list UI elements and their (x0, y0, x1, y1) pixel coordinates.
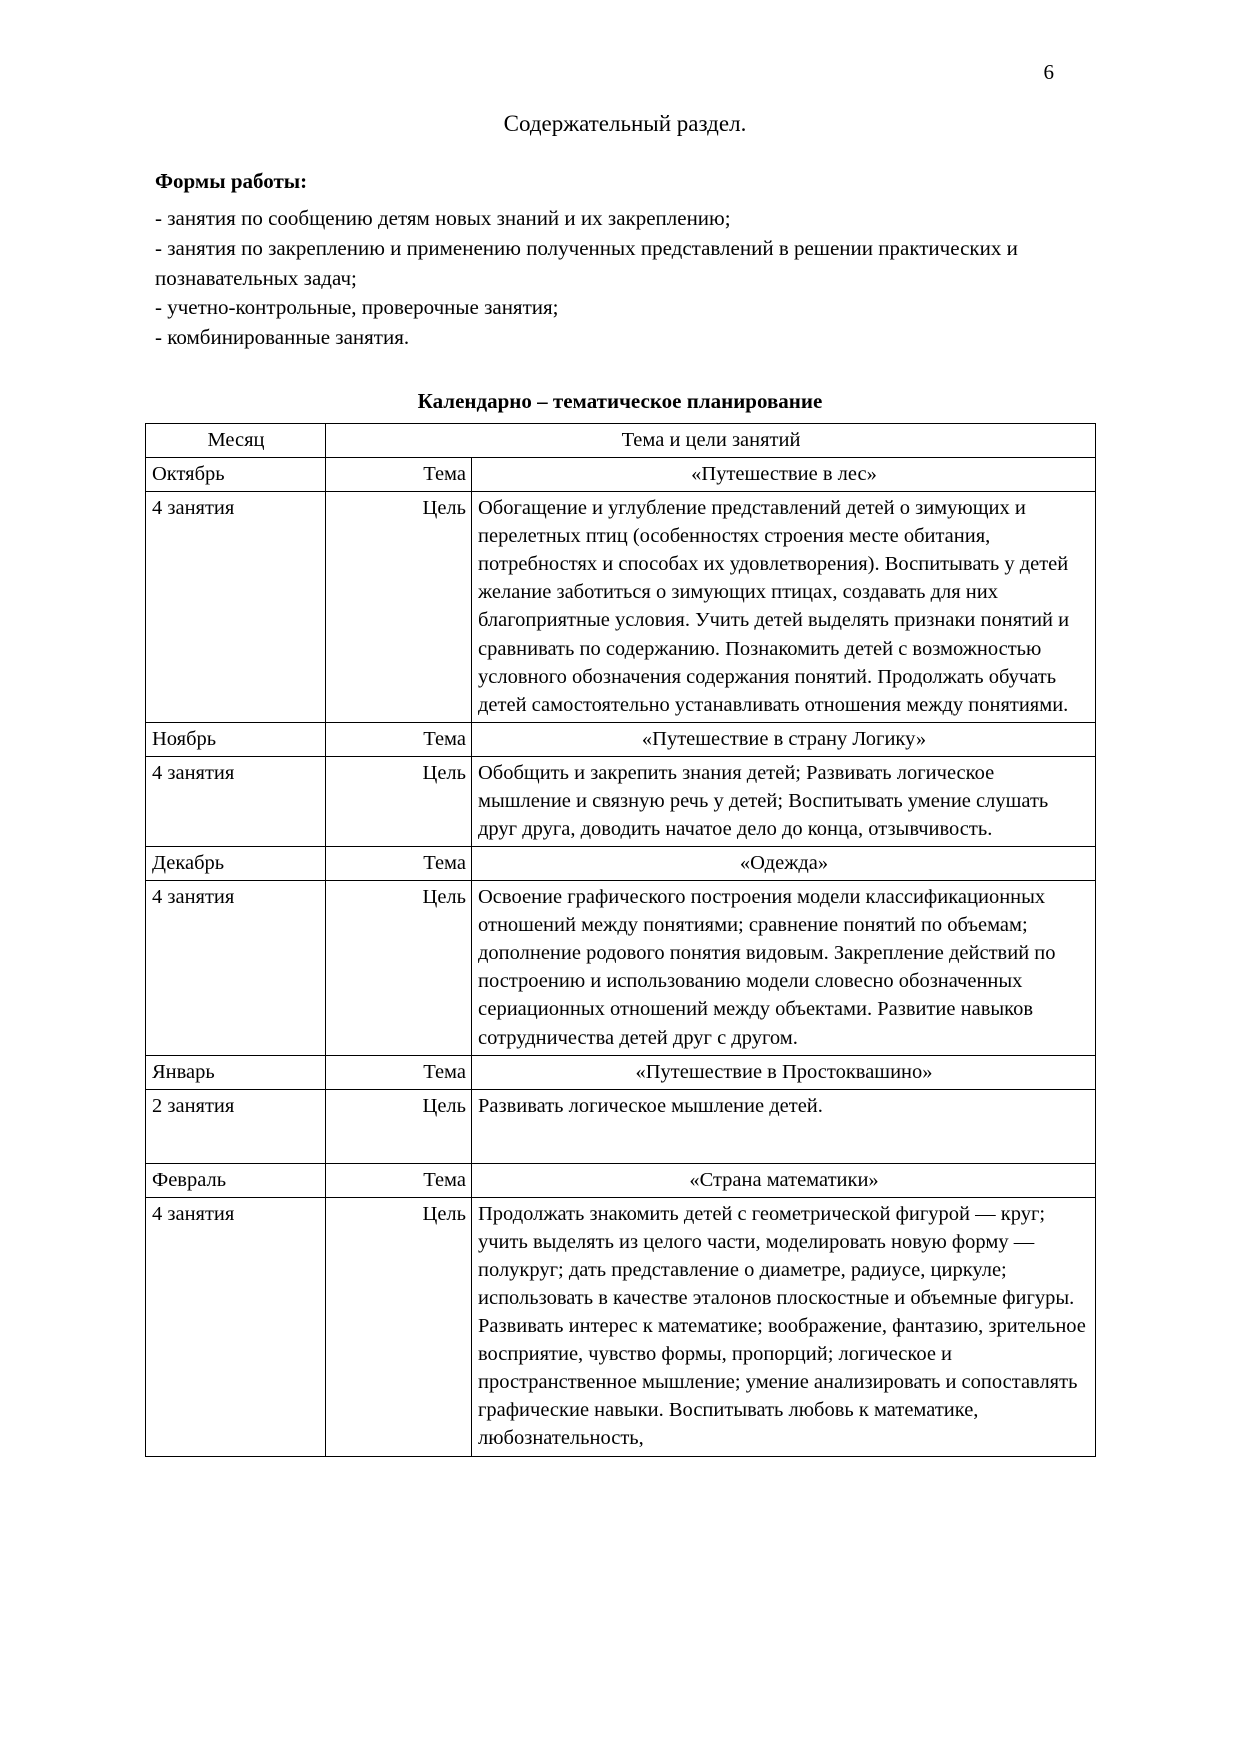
theme-value: «Путешествие в страну Логику» (472, 722, 1096, 756)
column-header-theme-and-goals: Тема и цели занятий (326, 424, 1096, 458)
goal-value: Освоение графического построения модели классификационных отношений между понятиями; сравнение понятий по объемам; дополнение родового понятия видовым. Закрепление действий по построению и использованию модели словесно обозначенных сериационных отношений между объектами. Развитие навыков сотрудничества детей друг с другом. (472, 881, 1096, 1055)
row-kind-goal: Цель (326, 1089, 472, 1163)
month-session-count: 4 занятия (152, 886, 235, 909)
table-row (146, 881, 1096, 1055)
month-cell (146, 722, 326, 756)
list-item: - занятия по сообщению детям новых знаний и их закреплению; (155, 206, 731, 231)
month-name: Октябрь (152, 463, 225, 486)
row-kind-goal: Цель (326, 492, 472, 723)
theme-value: «Одежда» (472, 847, 1096, 881)
month-name: Февраль (152, 1168, 227, 1191)
month-cell (146, 1055, 326, 1089)
month-count-cell (146, 1197, 326, 1456)
table-row (146, 847, 1096, 881)
goal-value: Развивать логическое мышление детей. (472, 1089, 1096, 1163)
forms-of-work-label: Формы работы: (155, 169, 308, 194)
month-cell (146, 458, 326, 492)
table-row (146, 1163, 1096, 1197)
row-kind-theme: Тема (326, 722, 472, 756)
month-session-count: 4 занятия (152, 761, 235, 784)
theme-value: «Путешествие в лес» (472, 458, 1096, 492)
document-content (155, 108, 1085, 414)
column-header-month: Месяц (146, 424, 326, 458)
month-name: Январь (152, 1060, 215, 1083)
row-kind-goal: Цель (326, 1197, 472, 1456)
month-count-cell (146, 881, 326, 1055)
row-kind-goal: Цель (326, 756, 472, 846)
row-kind-goal: Цель (326, 881, 472, 1055)
table-row (146, 1197, 1096, 1456)
table-header-row (146, 424, 1096, 458)
month-name: Ноябрь (152, 727, 217, 750)
table-row (146, 756, 1096, 846)
theme-value: «Страна математики» (472, 1163, 1096, 1197)
table-row (146, 1089, 1096, 1163)
month-count-cell (146, 1089, 326, 1163)
row-kind-theme: Тема (326, 1055, 472, 1089)
table-row (146, 492, 1096, 723)
month-cell (146, 847, 326, 881)
list-item: - комбинированные занятия. (155, 325, 410, 350)
table-row (146, 722, 1096, 756)
row-kind-theme: Тема (326, 1163, 472, 1197)
list-item: - учетно-контрольные, проверочные занятия; (155, 295, 559, 320)
calendar-thematic-plan-table (145, 423, 1096, 1457)
page-title: Содержательный раздел. (503, 111, 747, 136)
month-session-count: 4 занятия (152, 497, 235, 520)
row-kind-theme: Тема (326, 458, 472, 492)
goal-value: Обобщить и закрепить знания детей; Развивать логическое мышление и связную речь у детей; Воспитывать умение слушать друг друга, доводить начатое дело до конца, отзывчивость. (472, 756, 1096, 846)
month-count-cell (146, 756, 326, 846)
month-cell (146, 1163, 326, 1197)
table-row (146, 1055, 1096, 1089)
theme-value: «Путешествие в Простоквашино» (472, 1055, 1096, 1089)
table-row (146, 458, 1096, 492)
month-count-cell (146, 492, 326, 723)
month-session-count: 2 занятия (152, 1094, 235, 1117)
month-session-count: 4 занятия (152, 1202, 235, 1225)
plan-heading: Календарно – тематическое планирование (417, 389, 823, 414)
page-number: 6 (1043, 60, 1054, 84)
list-item: - занятия по закреплению и применению полученных представлений в решении практических и познавательных задач; (155, 235, 1018, 290)
forms-of-work-list (155, 204, 1085, 353)
goal-value: Обогащение и углубление представлений детей о зимующих и перелетных птиц (особенностях строения месте обитания, потребностях и способах их удовлетворения). Воспитывать у детей желание заботиться о зимующих птицах, создавать для них благоприятные условия. Учить детей выделять признаки понятий и сравнивать по содержанию. Познакомить детей с возможностью условного обозначения содержания понятий. Продолжать обучать детей самостоятельно устанавливать отношения между понятиями. (472, 492, 1096, 723)
row-kind-theme: Тема (326, 847, 472, 881)
month-name: Декабрь (152, 852, 225, 875)
goal-value: Продолжать знакомить детей с геометрической фигурой — круг; учить выделять из целого части, моделировать новую форму — полукруг; дать представление о диаметре, радиусе, циркуле; использовать в качестве эталонов плоскостные и объемные фигуры. Развивать интерес к математике; воображение, фантазию, зрительное восприятие, чувство формы, пропорций; логическое и пространственное мышление; умение анализировать и сопоставлять графические навыки. Воспитывать любовь к математике, любознательность, (472, 1197, 1096, 1456)
